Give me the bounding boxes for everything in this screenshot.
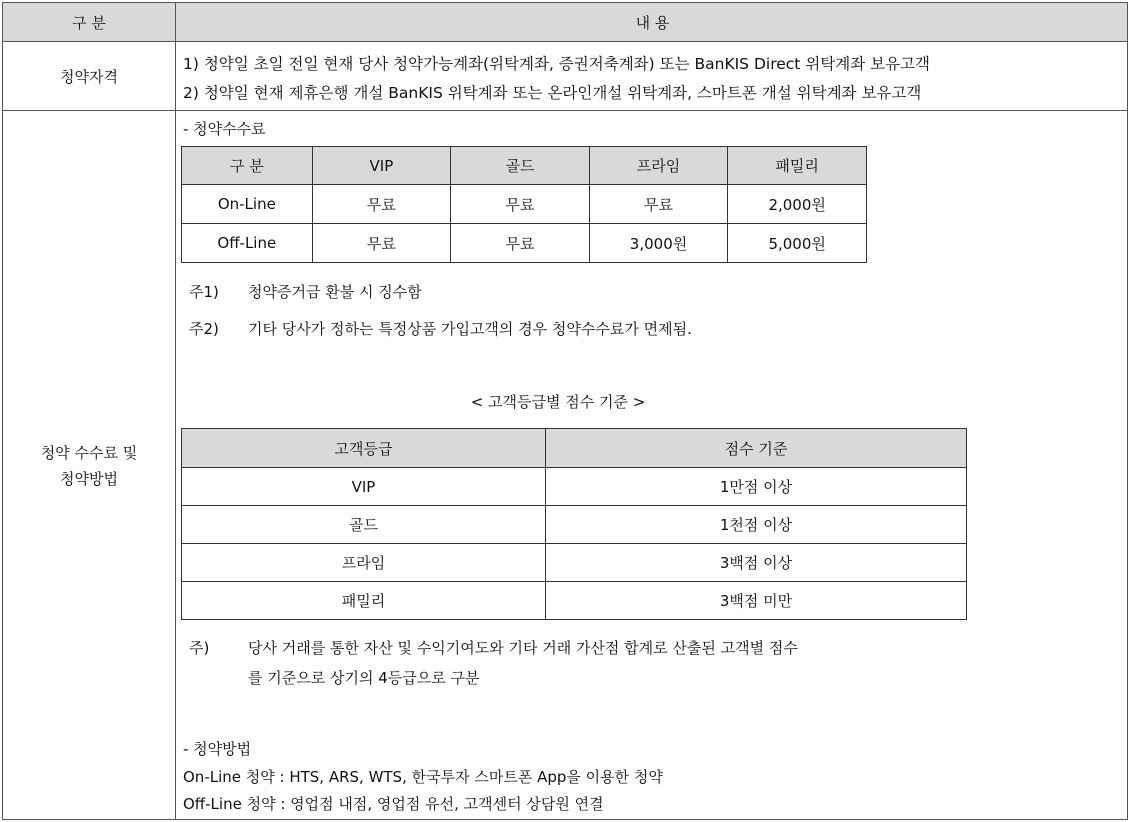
grade-cell: VIP xyxy=(182,468,546,506)
grade-table-header-row xyxy=(182,429,967,468)
fee-header-category: 구 분 xyxy=(182,147,313,185)
grade-header-level: 고객등급 xyxy=(182,429,546,468)
grade-cell: 프라임 xyxy=(182,544,546,582)
grade-cell: 패밀리 xyxy=(182,582,546,620)
table-row xyxy=(182,582,967,620)
table-row xyxy=(182,544,967,582)
note-3-label: 주) xyxy=(189,639,210,657)
fee-cell: Off-Line xyxy=(182,224,313,263)
grade-cell: 골드 xyxy=(182,506,546,544)
fee-method-label-line-1: 청약 수수료 및 xyxy=(40,444,138,462)
grade-cell: 3백점 미만 xyxy=(546,582,967,620)
fee-section-title: - 청약수수료 xyxy=(183,120,266,138)
fee-header-vip: VIP xyxy=(312,147,451,185)
fee-cell: 3,000원 xyxy=(589,224,728,263)
grade-cell: 1만점 이상 xyxy=(546,468,967,506)
fee-header-gold: 골드 xyxy=(451,147,590,185)
fee-table xyxy=(181,146,867,263)
fee-cell: 무료 xyxy=(312,185,451,224)
note-2-label: 주2) xyxy=(189,320,219,338)
fee-cell: 무료 xyxy=(451,224,590,263)
table-row xyxy=(182,185,867,224)
fee-header-prime: 프라임 xyxy=(589,147,728,185)
fee-cell: On-Line xyxy=(182,185,313,224)
qualification-label: 청약자격 xyxy=(60,67,118,86)
note-3-line-1: 당사 거래를 통한 자산 및 수익기여도와 기타 거래 가산점 합계로 산출된 고객별 점수 xyxy=(248,639,798,657)
fee-table-header-row xyxy=(182,147,867,185)
grade-table xyxy=(181,428,967,620)
table-row xyxy=(182,224,867,263)
qualification-line-2: 2) 청약일 현재 제휴은행 개설 BanKIS 위탁계좌 또는 온라인개설 위탁계좌, 스마트폰 개설 위탁계좌 보유고객 xyxy=(183,84,922,102)
qualification-line-1: 1) 청약일 초일 전일 현재 당사 청약가능계좌(위탁계좌, 증권저축계좌) 또는 BanKIS Direct 위탁계좌 보유고객 xyxy=(183,55,930,73)
method-online: On-Line 청약 : HTS, ARS, WTS, 한국투자 스마트폰 App을 이용한 청약 xyxy=(183,768,663,786)
grade-cell: 3백점 이상 xyxy=(546,544,967,582)
fee-header-family: 패밀리 xyxy=(728,147,867,185)
note-2-text: 기타 당사가 정하는 특정상품 가입고객의 경우 청약수수료가 면제됨. xyxy=(248,320,692,338)
table-row xyxy=(182,468,967,506)
fee-cell: 무료 xyxy=(451,185,590,224)
note-1-label: 주1) xyxy=(189,283,219,301)
fee-cell: 2,000원 xyxy=(728,185,867,224)
fee-method-label-line-2: 청약방법 xyxy=(60,470,118,488)
table-row xyxy=(182,506,967,544)
grade-cell: 1천점 이상 xyxy=(546,506,967,544)
note-3-line-2: 를 기준으로 상기의 4등급으로 구분 xyxy=(248,669,480,687)
fee-cell: 무료 xyxy=(312,224,451,263)
note-1-text: 청약증거금 환불 시 징수함 xyxy=(248,283,422,301)
header-category: 구 분 xyxy=(72,13,106,32)
method-section-title: - 청약방법 xyxy=(183,740,252,758)
method-offline: Off-Line 청약 : 영업점 내점, 영업점 유선, 고객센터 상담원 연결 xyxy=(183,795,604,813)
grade-header-criteria: 점수 기준 xyxy=(546,429,967,468)
header-content: 내 용 xyxy=(635,13,670,32)
fee-cell: 5,000원 xyxy=(728,224,867,263)
fee-cell: 무료 xyxy=(589,185,728,224)
info-table xyxy=(2,2,1128,820)
grade-table-title: < 고객등급별 점수 기준 > xyxy=(470,393,646,411)
fee-method-label xyxy=(3,111,175,821)
